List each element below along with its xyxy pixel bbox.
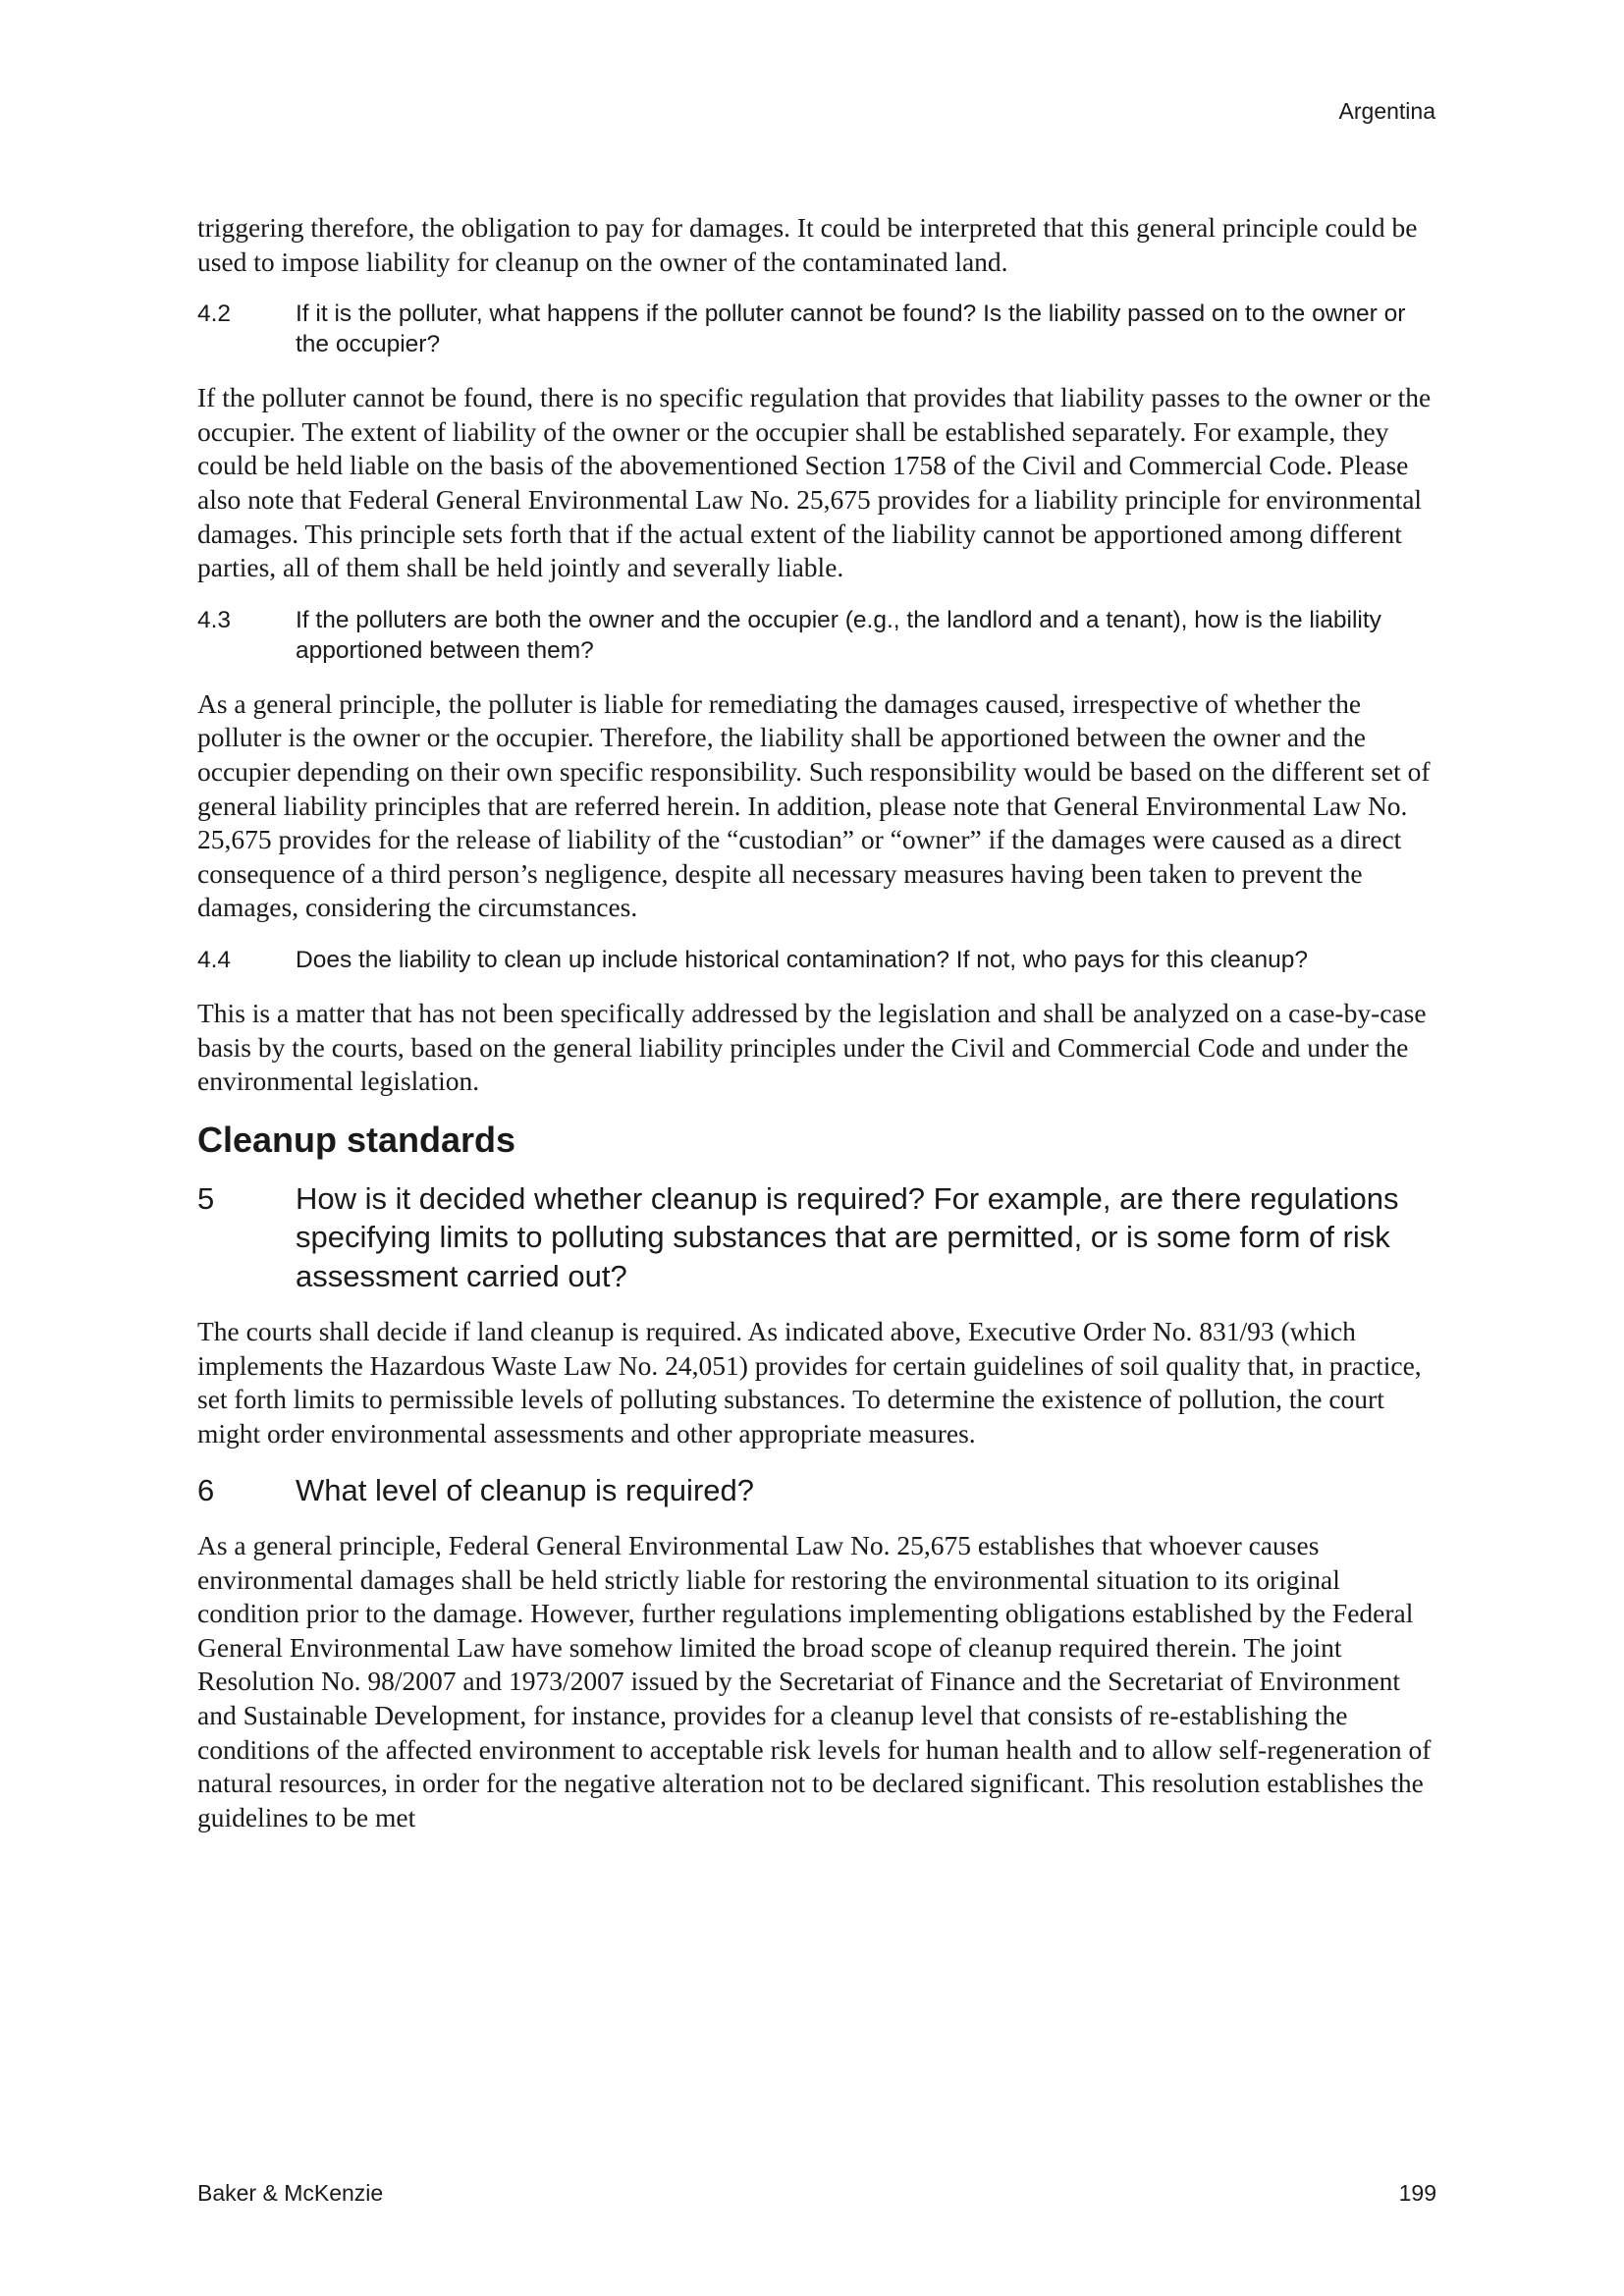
- question-4-3: [197, 605, 1436, 666]
- answer-5: The courts shall decide if land cleanup is required. As indicated above, Executive Order No. 831/93 (which implements the Hazardous Waste Law No. 24,051) provides for certain guidelines of soil quality that, in practice, set forth limits to permissible levels of polluting substances. To determine the existence of pollution, the court might order environmental assessments and other appropriate measures.: [197, 1316, 1422, 1449]
- page-content: [197, 211, 1436, 1854]
- question-text: If the polluters are both the owner and the occupier (e.g., the landlord and a tenant), how is the liability apportioned between them?: [296, 606, 1381, 664]
- question-5: [197, 1179, 1436, 1296]
- question-4-4: [197, 945, 1436, 975]
- footer-firm-name: Baker & McKenzie: [197, 2180, 384, 2206]
- question-text: What level of cleanup is required?: [296, 1472, 754, 1507]
- question-4-2: [197, 299, 1436, 359]
- question-text: How is it decided whether cleanup is required? For example, are there regulations specifying limits to polluting substances that are permitted, or is some form of risk assessment carried out?: [296, 1180, 1399, 1293]
- answer-4-3: As a general principle, the polluter is liable for remediating the damages caused, irrespective of whether the polluter is the owner or the occupier. Therefore, the liability shall be apportioned between the owner and the occupier depending on their own specific responsibility. Such responsibility would be based on the different set of general liability principles that are referred herein. In addition, please note that General Environmental Law No. 25,675 provides for the release of liability of the “custodian” or “owner” if the damages were caused as a direct consequence of a third person’s negligence, despite all necessary measures having been taken to prevent the damages, considering the circumstances.: [197, 687, 1431, 923]
- question-number: 5: [197, 1180, 215, 1216]
- footer-page-number: 199: [1398, 2180, 1436, 2206]
- question-6: [197, 1471, 1436, 1510]
- question-text: Does the liability to clean up include historical contamination? If not, who pays for this cleanup?: [296, 946, 1308, 973]
- question-number: 4.4: [197, 946, 232, 973]
- page-footer: [197, 2180, 1436, 2207]
- section-heading-cleanup-standards: Cleanup standards: [197, 1119, 516, 1160]
- question-number: 4.2: [197, 301, 232, 328]
- paragraph-intro: triggering therefore, the obligation to pay for damages. It could be interpreted that this general principle could be used to impose liability for cleanup on the owner of the contaminated land.: [197, 212, 1418, 277]
- question-number: 4.3: [197, 606, 232, 633]
- question-number: 6: [197, 1472, 215, 1507]
- question-text: If it is the polluter, what happens if the polluter cannot be found? Is the liability passed on to the owner or the occupier?: [296, 301, 1406, 358]
- running-header-country: Argentina: [1338, 98, 1435, 124]
- answer-4-4: This is a matter that has not been specifically addressed by the legislation and shall be analyzed on a case-by-case basis by the courts, based on the general liability principles under the Civil and Commercial Code and under the environmental legislation.: [197, 997, 1427, 1097]
- answer-6: As a general principle, Federal General Environmental Law No. 25,675 establishes that whoever causes environmental damages shall be held strictly liable for restoring the environmental situation to its original condition prior to the damage. However, further regulations implementing obligations established by the Federal General Environmental Law have somehow limited the broad scope of cleanup required therein. The joint Resolution No. 98/2007 and 1973/2007 issued by the Secretariat of Finance and the Secretariat of Environment and Sustainable Development, for instance, provides for a cleanup level that consists of re-establishing the conditions of the affected environment to acceptable risk levels for human health and to allow self-regeneration of natural resources, in order for the negative alteration not to be declared significant. This resolution establishes the guidelines to be met: [197, 1530, 1432, 1832]
- answer-4-2: If the polluter cannot be found, there is no specific regulation that provides that liability passes to the owner or the occupier. The extent of liability of the owner or the occupier shall be established separately. For example, they could be held liable on the basis of the abovementioned Section 1758 of the Civil and Commercial Code. Please also note that Federal General Environmental Law No. 25,675 provides for a liability principle for environmental damages. This principle sets forth that if the actual extent of the liability cannot be apportioned among different parties, all of them shall be held jointly and severally liable.: [197, 382, 1432, 583]
